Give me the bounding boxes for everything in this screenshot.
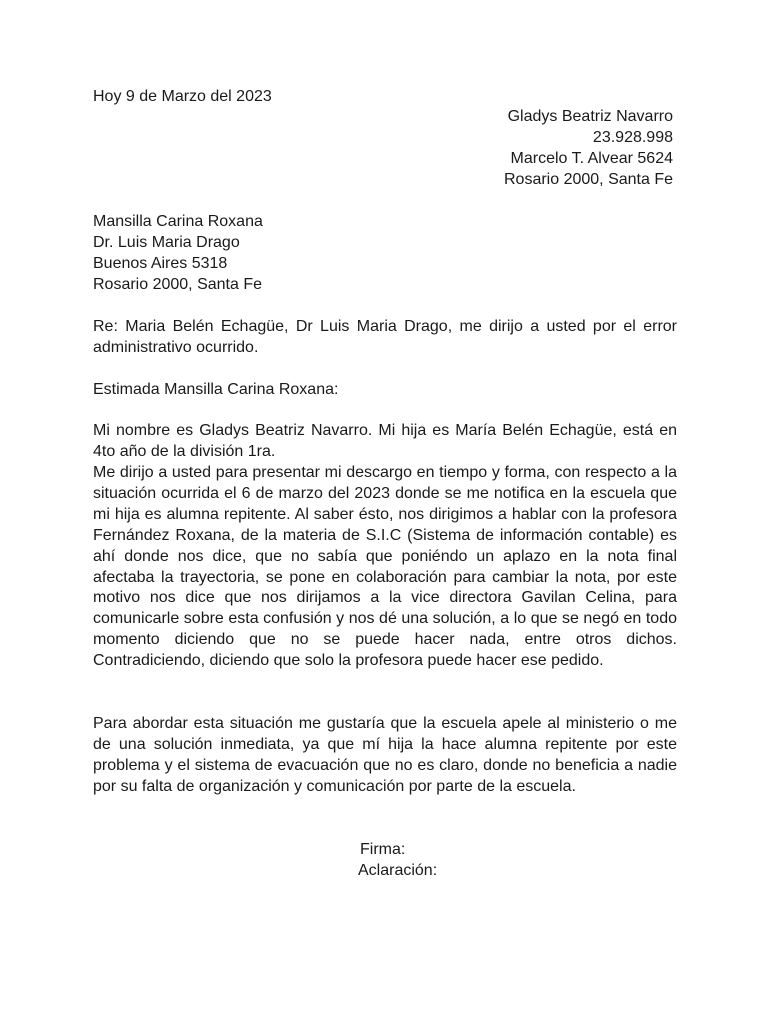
- signature-label: Firma:: [360, 841, 406, 858]
- recipient-city: Rosario 2000, Santa Fe: [93, 276, 262, 293]
- body-paragraph-1: Me dirijo a usted para presentar mi descargo en tiempo y forma, con respecto a la situación ocurrida el 6 de marzo del 2023 donde se me notifica en la escuela que mi hija es alumna repitente. Al saber ésto, nos dirigimos a hablar con la profesora Fernández Roxana, de la materia de S.I.C (Sistema de información contable) es ahí donde nos dice, que no sabía que poniéndo un aplazo en la nota final afectaba la trayectoria, se pone en colaboración para cambiar la nota, por este motivo nos dice que nos dirijamos a la vice directora Gavilan Celina, para comunicarle sobre esta confusión y nos dé una solución, a lo que se negó en todo momento diciendo que no se puede hacer nada, entre otros dichos. Contradiciendo, diciendo que solo la profesora puede hacer ese pedido.: [93, 464, 677, 670]
- sender-city: Rosario 2000, Santa Fe: [504, 171, 673, 188]
- recipient-school: Dr. Luis Maria Drago: [93, 234, 240, 251]
- reference-line: Re: Maria Belén Echagüe, Dr Luis Maria Drago, me dirijo a usted por el error administrativo ocurrido.: [93, 318, 677, 356]
- sender-name: Gladys Beatriz Navarro: [507, 108, 673, 125]
- sender-street: Marcelo T. Alvear 5624: [510, 150, 673, 167]
- signature-block: [358, 839, 437, 881]
- sender-address-block: [504, 106, 673, 190]
- clarification-label: Aclaración:: [358, 862, 438, 879]
- greeting: Estimada Mansilla Carina Roxana:: [93, 381, 339, 398]
- recipient-address-block: [93, 211, 263, 295]
- recipient-street: Buenos Aires 5318: [93, 255, 228, 272]
- body-intro: Mi nombre es Gladys Beatriz Navarro. Mi hija es María Belén Echagüe, está en 4to año de la división 1ra.: [93, 422, 677, 460]
- recipient-name: Mansilla Carina Roxana: [93, 213, 263, 230]
- sender-id-number: 23.928.998: [592, 129, 673, 146]
- body-paragraph-2: Para abordar esta situación me gustaría que la escuela apele al ministerio o me de una solución inmediata, ya que mí hija la hace alumna repitente por este problema y el sistema de evacuación que no es claro, donde no beneficia a nadie por su falta de organización y comunicación por parte de la escuela.: [93, 715, 677, 795]
- letter-date: Hoy 9 de Marzo del 2023: [93, 88, 272, 105]
